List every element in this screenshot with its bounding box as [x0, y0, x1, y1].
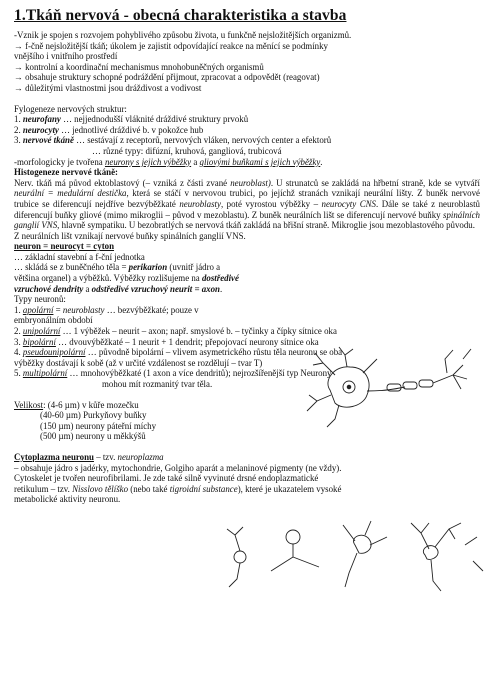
neuron-type-item: embryonálním období — [14, 315, 93, 326]
neuron-type-item: mohou mít rozmanitý tvar těla. — [102, 379, 213, 389]
size-line: (150 µm) neurony páteřní míchy — [40, 420, 157, 431]
cytoplasm-line: Cytoskelet je tvořen neurofibrilami. Je zde také silně vyvinuté drsné endoplazmatické — [14, 473, 319, 484]
size-line: (40-60 µm) Purkyňovy buňky — [40, 410, 147, 421]
histogenesis-heading: Histogeneze nervové tkáně: — [14, 167, 119, 178]
neuron-heading: neuron = neurocyt = cyton — [14, 241, 115, 252]
neuron-type-item: 3. bipolární … dvouvýběžkaté – 1 neurit + 1 dendrit; přepojovací neurony sítnice oka — [14, 336, 319, 347]
intro-line: → důležitými vlastnostmi jsou dráždivost a vodivost — [14, 82, 202, 93]
neuron-line: vzruchové dendrity a odstředivé vzruchový neurit = axon. — [14, 283, 223, 294]
size-line: Velikost: (4-6 µm) v kůře mozečku — [14, 399, 139, 410]
intro-line: → f-čně nejsložitější tkáň; úkolem je zajistit odpovídající reakce na měnící se podmínky — [14, 40, 328, 51]
histogenesis-note: Z neurálních lišt vznikají nervové buňky spinálních ganglií VNS. — [14, 230, 246, 241]
intro-section — [14, 30, 484, 94]
neuron-type-item: 4. pseudounipolární … původně bipolární – vlivem asymetrického růstu těla neuronu se oba — [14, 347, 343, 358]
intro-line: → kontrolní a koordinační mechanismus mnohobuněčných organismů — [14, 61, 264, 72]
cytoplasm-line: metabolické aktivity neuronu. — [14, 494, 121, 505]
neuron-type-item: 2. unipolární … 1 výběžek – neurit – axon; např. smyslové b. – tyčinky a čípky sítnice oka — [14, 326, 337, 337]
neuron-type-item: výběžky dostávají k sobě (až v určité vzdálenost se rozdělují – tvar T) — [14, 357, 263, 368]
neuron-types-illustration — [215, 515, 485, 595]
intro-line: -Vznik je spojen s rozvojem pohyblivého způsobu života, u funkčně nejsložitějších organizmů. — [14, 30, 352, 40]
phylogeny-item: 1. neurofany … nejjednodušší vláknité dráždivé struktury prvoků — [14, 114, 249, 125]
phylogeny-types: … různé typy: difúzní, kruhová, gangliová, trubicová — [92, 145, 282, 156]
phylogeny-morphology: -morfologicky je tvořena neurony s jejich výběžky a gliovými buňkami s jejich výběžky. — [14, 156, 323, 167]
neuron-illustration — [295, 345, 475, 455]
neuron-types-heading: Typy neuronů: — [14, 294, 66, 305]
neuron-type-item: 5. multipolární … mnohovýběžkaté (1 axon a více dendritů); nejrozšířenější typ Neurony — [14, 368, 332, 379]
phylogeny-item: 2. neurocyty … jednotlivé dráždivé b. v pokožce hub — [14, 124, 204, 135]
cytoplasm-line: – obsahuje jádro s jadérky, mytochondrie, Golgiho aparát a melaninové pigmenty (ne vždy). — [14, 462, 342, 473]
intro-line: vnějšího i vnitřního prostředí — [14, 51, 118, 62]
size-line: (500 µm) neurony u měkkýšů — [40, 431, 146, 442]
neuron-line: … skládá se z buněčného těla = perikarion (uvnitř jádro a — [14, 262, 221, 273]
neuron-type-item: 1. apolární = neuroblasty … bezvýběžkaté; pouze v — [14, 304, 199, 315]
phylogeny-heading: Fylogeneze nervových struktur: — [14, 103, 127, 114]
neuron-line: … základní stavební a f-ční jednotka — [14, 251, 145, 262]
phylogeny-section — [14, 104, 484, 168]
cytoplasm-heading: Cytoplazma neuronu – tzv. neuroplazma — [14, 451, 164, 462]
neuron-line: většina organel) a výběžků. Výběžky rozlišujeme na dostředivé — [14, 273, 239, 284]
cytoplasm-line: retikulum – tzv. Nisslovo tělíško (nebo také tigroidní substance), které je ukazatelem vysoké — [14, 483, 342, 494]
histogenesis-paragraph: Nerv. tkáň má původ ektoblastový (– vzniká z části zvané neuroblast). U strunatců se zakládá na hřbetní straně, kde se vytváří neurální = medulární destička, která se stáčí v nervovou trubici, po jejíchž stranách vznikají neurální lišty. Z buněk nervové trubice se diferencují nejdříve bezvýběžkaté neuroblasty, poté vyrostou výběžky – neurocyty CNS. Dále se také z neuroblastů diferencují buňky gliové (mimo mikroglii – původ v mezoblastu). Z buněk neurálních lišt se diferencují nervové buňky spinálních ganglií VNS, hlavně sympatiku. U bezobratlých se nervová tkáň zakládá na břišní straně. Mikroglie jsou mezoblastového původu. — [14, 177, 481, 231]
intro-line: → obsahuje struktury schopné podráždění přijmout, zpracovat a odpovědět (reagovat) — [14, 72, 320, 83]
cytoplasm-section — [14, 452, 484, 505]
page-title: 1.Tkáň nervová - obecná charakteristika a stavba — [14, 7, 347, 24]
phylogeny-item: 3. nervové tkáně … sestávají z receptorů, nervových vláken, nervových center a efektorů — [14, 135, 332, 146]
histogenesis-section — [14, 167, 484, 241]
